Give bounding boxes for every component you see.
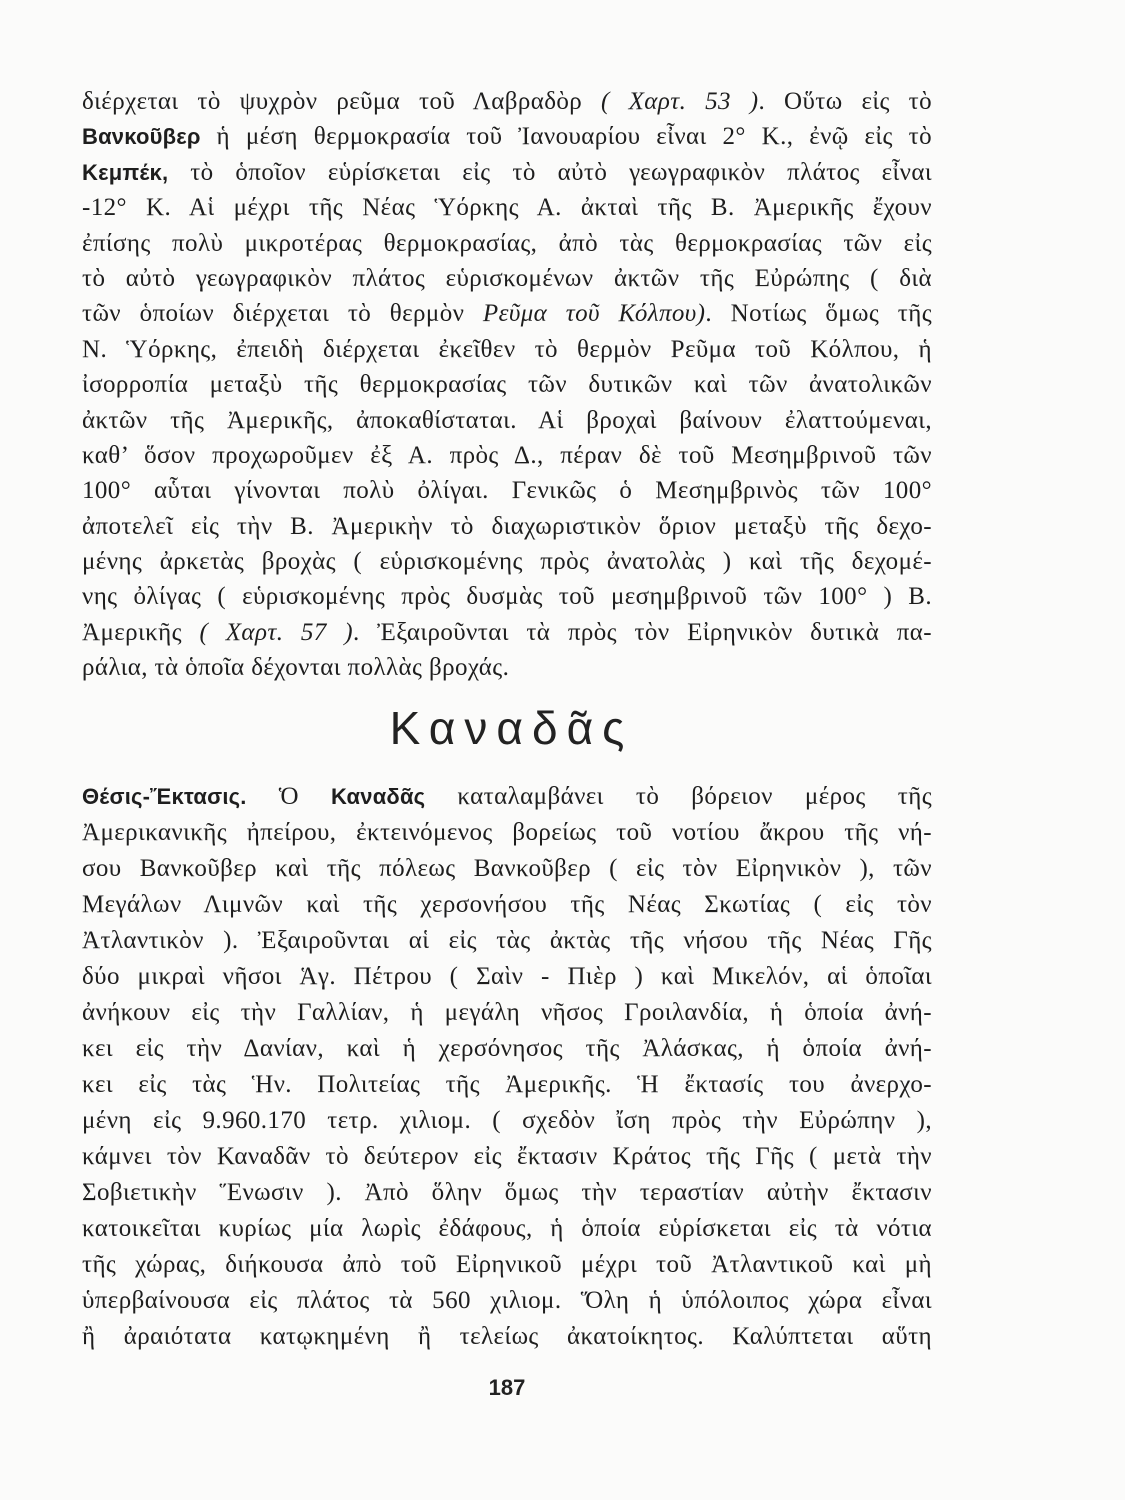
text-run: Ἀτλαντικὸν ). Ἐξαιροῦνται αἱ εἰς τὰς ἀκτὰς τῆς νήσου τῆς Νέας Γῆς: [82, 927, 932, 954]
text-run: κει εἰς τὰς Ἡν. Πολιτείας τῆς Ἀμερικῆς. Ἡ ἔκτασίς του ἀνερχο-: [82, 1071, 932, 1098]
text-run: ὑπερβαίνουσα εἰς πλάτος τὰ 560 χιλιομ. Ὅλη ἡ ὑπόλοιπος χώρα εἶναι: [82, 1287, 932, 1314]
text-run: ἰσορροπία μεταξὺ τῆς θερμοκρασίας τῶν δυτικῶν καὶ τῶν ἀνατολικῶν: [82, 371, 932, 399]
bold-term: Κεμπέκ,: [82, 159, 169, 185]
text-run: σου Βανκοῦβερ καὶ τῆς πόλεως Βανκοῦβερ ( εἰς τὸν Εἰρηνικὸν ), τῶν: [82, 855, 932, 882]
text-run: ἐπίσης πολὺ μικροτέρας θερμοκρασίας, ἀπὸ τὰς θερμοκρασίας τῶν εἰς: [82, 229, 932, 257]
text-line: [82, 1139, 932, 1175]
text-run: . Ἐξαιροῦνται τὰ πρὸς τὸν Εἰρηνικὸν δυτικὰ πα-: [352, 618, 932, 646]
page-number: 187: [488, 1375, 526, 1400]
text-line: [82, 226, 932, 261]
text-run: Ἀμερικῆς: [82, 618, 200, 646]
bold-subheading: Θέσις-Ἔκτασις.: [82, 784, 247, 809]
text-run: κάμνει τὸν Καναδᾶν τὸ δεύτερον εἰς ἔκτασιν Κράτος τῆς Γῆς ( μετὰ τὴν: [82, 1143, 932, 1170]
text-line: [82, 296, 932, 331]
text-run: ἀνήκουν εἰς τὴν Γαλλίαν, ἡ μεγάλη νῆσος Γροιλανδία, ἡ ὁποία ἀνή-: [82, 999, 932, 1026]
text-line: [82, 544, 932, 579]
text-line: [82, 650, 932, 685]
text-run: τῶν ὁποίων διέρχεται τὸ θερμὸν: [82, 300, 483, 328]
text-run: νης ὀλίγας ( εὑρισκομένης πρὸς δυσμὰς τοῦ μεσημβρινοῦ τῶν 100° ) Β.: [82, 583, 932, 611]
italic-term: Ρεῦμα τοῦ Κόλπου): [482, 300, 706, 328]
text-line: [82, 779, 932, 815]
text-run: -12° Κ. Αἱ μέχρι τῆς Νέας Ὑόρκης Α. ἀκταὶ τῆς Β. Ἀμερικῆς ἔχουν: [82, 194, 932, 222]
text-line: [82, 190, 932, 225]
text-run: ράλια, τὰ ὁποῖα δέχονται πολλὰς βροχάς.: [82, 654, 510, 682]
text-run: . Νοτίως ὅμως τῆς: [705, 300, 932, 328]
text-line: [82, 367, 932, 402]
text-line: [82, 155, 932, 190]
text-line: [82, 84, 932, 119]
text-line: [82, 438, 932, 473]
text-line: [82, 1283, 932, 1319]
text-run: 100° αὗται γίνονται πολὺ ὀλίγαι. Γενικῶς ὁ Μεσημβρινὸς τῶν 100°: [82, 477, 932, 505]
paragraph-position-area: [82, 779, 932, 1355]
text-line: [82, 509, 932, 544]
text-run: καταλαμβάνει τὸ βόρειον μέρος τῆς: [425, 783, 932, 810]
text-run: ἡ μέση θερμοκρασία τοῦ Ἰανουαρίου εἶναι 2° Κ., ἐνῷ εἰς τὸ: [200, 123, 932, 151]
text-run: ἢ ἀραιότατα κατῳκημένη ἢ τελείως ἀκατοίκητος. Καλύπτεται αὕτη: [82, 1323, 932, 1350]
text-run: ἀποτελεῖ εἰς τὴν Β. Ἀμερικὴν τὸ διαχωριστικὸν ὅριον μεταξὺ τῆς δεχο-: [82, 512, 932, 540]
text-run: μένης ἀρκετὰς βροχὰς ( εὑρισκομένης πρὸς ἀνατολὰς ) καὶ τῆς δεχομέ-: [82, 548, 932, 576]
text-line: [82, 959, 932, 995]
text-run: Ν. Ὑόρκης, ἐπειδὴ διέρχεται ἐκεῖθεν τὸ θερμὸν Ρεῦμα τοῦ Κόλπου, ἡ: [82, 335, 932, 363]
text-run: Μεγάλων Λιμνῶν καὶ τῆς χερσονήσου τῆς Νέας Σκωτίας ( εἰς τὸν: [82, 891, 932, 918]
text-line: [82, 995, 932, 1031]
text-line: [82, 851, 932, 887]
text-line: [82, 332, 932, 367]
text-line: [82, 1211, 932, 1247]
text-run: κει εἰς τὴν Δανίαν, καὶ ἡ χερσόνησος τῆς Ἀλάσκας, ἡ ὁποία ἀνή-: [82, 1035, 932, 1062]
text-line: [82, 1319, 932, 1355]
section-heading: Καναδᾶς: [389, 702, 634, 754]
text-line: [82, 473, 932, 508]
paragraph-climate: [82, 84, 932, 686]
italic-map-ref: ( Χαρτ. 53 ): [601, 88, 759, 115]
text-run: τὸ ὁποῖον εὑρίσκεται εἰς τὸ αὐτὸ γεωγραφικὸν πλάτος εἶναι: [168, 158, 932, 186]
text-run: διέρχεται τὸ ψυχρὸν ρεῦμα τοῦ Λαβραδὸρ: [82, 88, 602, 115]
text-run: τῆς χώρας, διήκουσα ἀπὸ τοῦ Εἰρηνικοῦ μέχρι τοῦ Ἀτλαντικοῦ καὶ μὴ: [82, 1251, 932, 1278]
text-line: [82, 887, 932, 923]
text-line: [82, 815, 932, 851]
text-run: Σοβιετικὴν Ἕνωσιν ). Ἀπὸ ὅλην ὅμως τὴν τεραστίαν αὐτὴν ἔκτασιν: [82, 1179, 932, 1206]
text-line: [82, 1031, 932, 1067]
text-run: καθ’ ὅσον προχωροῦμεν ἐξ Α. πρὸς Δ., πέραν δὲ τοῦ Μεσημβρινοῦ τῶν: [82, 441, 932, 469]
text-run: κατοικεῖται κυρίως μία λωρὶς ἐδάφους, ἡ ὁποία εὑρίσκεται εἰς τὰ νότια: [82, 1215, 932, 1242]
text-line: [82, 1247, 932, 1283]
text-line: [82, 403, 932, 438]
text-run: μένη εἰς 9.960.170 τετρ. χιλιομ. ( σχεδὸν ἴση πρὸς τὴν Εὐρώπην ),: [82, 1107, 932, 1134]
text-run: Ἀμερικανικῆς ἠπείρου, ἐκτεινόμενος βορείως τοῦ νοτίου ἄκρου τῆς νή-: [82, 819, 932, 846]
text-line: [82, 119, 932, 154]
text-run: . Οὕτω εἰς τὸ: [758, 88, 932, 115]
text-line: [82, 1103, 932, 1139]
text-run: δύο μικραὶ νῆσοι Ἁγ. Πέτρου ( Σαὶν - Πιὲρ ) καὶ Μικελόν, αἱ ὁποῖαι: [82, 963, 932, 990]
text-line: [82, 615, 932, 650]
text-run: ἀκτῶν τῆς Ἀμερικῆς, ἀποκαθίσταται. Αἱ βροχαὶ βαίνουν ἐλαττούμεναι,: [82, 406, 932, 434]
italic-map-ref: ( Χαρτ. 57 ): [199, 618, 353, 646]
text-line: [82, 261, 932, 296]
text-line: [82, 923, 932, 959]
bold-term: Καναδᾶς: [330, 784, 426, 809]
text-line: [82, 1175, 932, 1211]
text-line: [82, 1067, 932, 1103]
text-run: τὸ αὐτὸ γεωγραφικὸν πλάτος εὑρισκομένων ἀκτῶν τῆς Εὐρώπης ( διὰ: [82, 264, 932, 292]
bold-term: Βανκοῦβερ: [82, 124, 201, 150]
text-run: Ὁ: [246, 783, 331, 810]
text-line: [82, 579, 932, 614]
